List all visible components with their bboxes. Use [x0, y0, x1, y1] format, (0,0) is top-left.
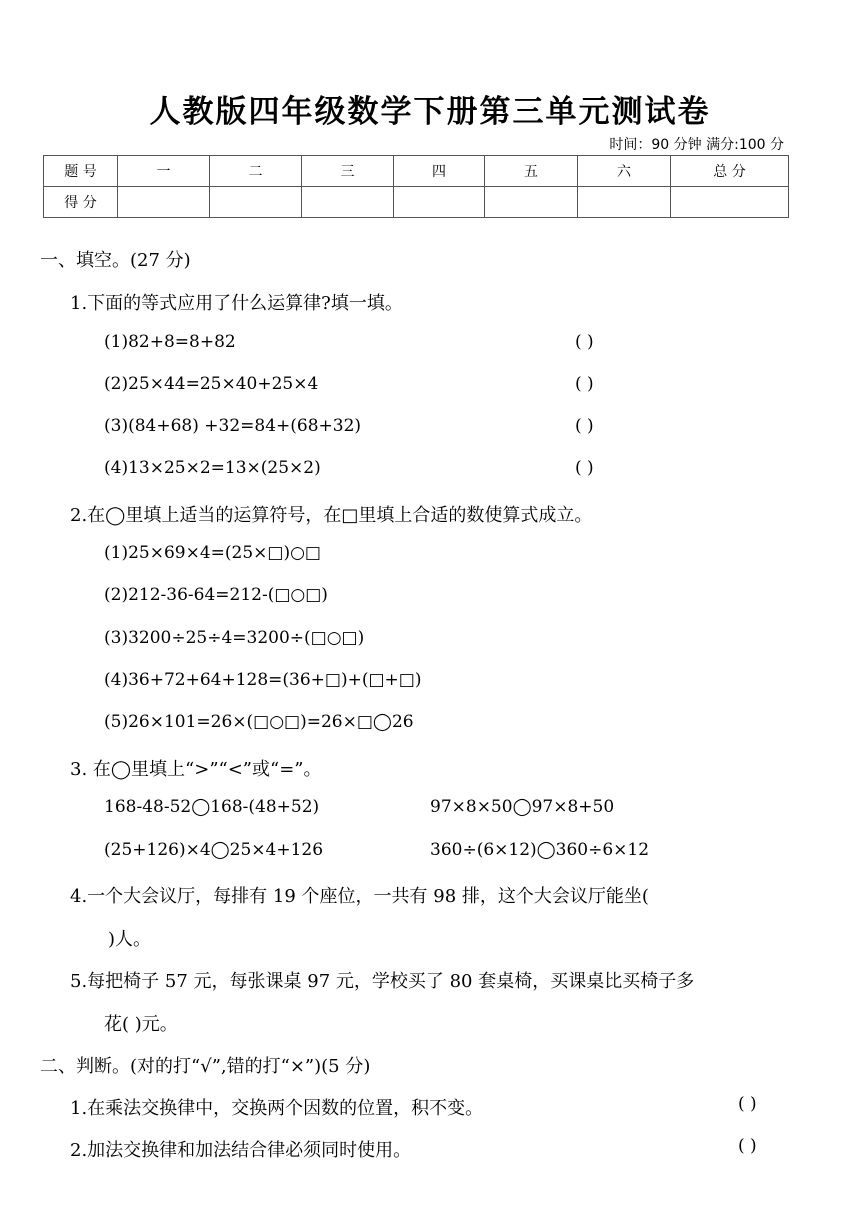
question-item: (3)(84+68) +32=84+(68+32) — [104, 416, 362, 436]
comparison-item: 97×8×50◯97×8+50 — [430, 797, 615, 817]
answer-blank[interactable]: ( ) — [738, 1136, 757, 1156]
column-header: 一 — [118, 156, 210, 187]
question-item: (3)3200÷25÷4=3200÷(□○□) — [104, 628, 365, 648]
exam-info: 时间：90 分钟 满分:100 分 — [609, 137, 784, 153]
score-table — [43, 155, 789, 218]
answer-blank[interactable]: ( ) — [575, 458, 594, 478]
score-cell[interactable] — [485, 187, 578, 218]
comparison-item: (25+126)×4◯25×4+126 — [104, 840, 324, 860]
comparison-item: 168-48-52◯168-(48+52) — [104, 797, 320, 817]
score-cell[interactable] — [671, 187, 789, 218]
page-title: 人教版四年级数学下册第三单元测试卷 — [149, 94, 711, 130]
score-cell[interactable] — [394, 187, 485, 218]
column-header: 六 — [578, 156, 671, 187]
answer-blank[interactable]: ( ) — [738, 1094, 757, 1114]
question-prompt: 3. 在◯里填上“>”“<”或“=”。 — [70, 759, 322, 780]
question-text: 花( )元。 — [104, 1014, 178, 1035]
question-prompt: 2.在◯里填上适当的运算符号，在□里填上合适的数使算式成立。 — [70, 505, 593, 526]
score-table-score-row — [44, 187, 789, 218]
column-header: 五 — [485, 156, 578, 187]
column-header: 四 — [394, 156, 485, 187]
column-header: 总 分 — [671, 156, 789, 187]
score-cell[interactable] — [118, 187, 210, 218]
score-row-label: 得 分 — [44, 187, 118, 218]
question-item: (5)26×101=26×(□○□)=26×□◯26 — [104, 712, 414, 732]
question-item: (4)13×25×2=13×(25×2) — [104, 458, 321, 478]
question-item: (4)36+72+64+128=(36+□)+(□+□) — [104, 670, 422, 690]
question-item: (1)82+8=8+82 — [104, 332, 236, 352]
section-heading: 二、判断。(对的打“√”,错的打“×”)(5 分) — [40, 1056, 371, 1077]
question-item: (1)25×69×4=(25×□)○□ — [104, 543, 321, 563]
question-item: (2)212-36-64=212-(□○□) — [104, 585, 328, 605]
score-cell[interactable] — [578, 187, 671, 218]
judgment-item: 1.在乘法交换律中，交换两个因数的位置，积不变。 — [70, 1098, 484, 1119]
column-header: 三 — [302, 156, 394, 187]
question-text: 4.一个大会议厅，每排有 19 个座位，一共有 98 排，这个大会议厅能坐( — [70, 886, 649, 907]
section-heading: 一、填空。(27 分) — [40, 250, 191, 271]
comparison-item: 360÷(6×12)◯360÷6×12 — [430, 840, 650, 860]
judgment-item: 2.加法交换律和加法结合律必须同时使用。 — [70, 1140, 412, 1161]
question-item: (2)25×44=25×40+25×4 — [104, 374, 319, 394]
column-header: 二 — [210, 156, 302, 187]
score-cell[interactable] — [210, 187, 302, 218]
question-text: 5.每把椅子 57 元，每张课桌 97 元，学校买了 80 套桌椅，买课桌比买椅子多 — [70, 971, 695, 992]
score-cell[interactable] — [302, 187, 394, 218]
question-text: )人。 — [108, 929, 152, 950]
answer-blank[interactable]: ( ) — [575, 374, 594, 394]
answer-blank[interactable]: ( ) — [575, 416, 594, 436]
row-header-label: 题 号 — [44, 156, 118, 187]
score-table-header-row — [44, 156, 789, 187]
answer-blank[interactable]: ( ) — [575, 332, 594, 352]
question-prompt: 1.下面的等式应用了什么运算律?填一填。 — [70, 293, 403, 314]
